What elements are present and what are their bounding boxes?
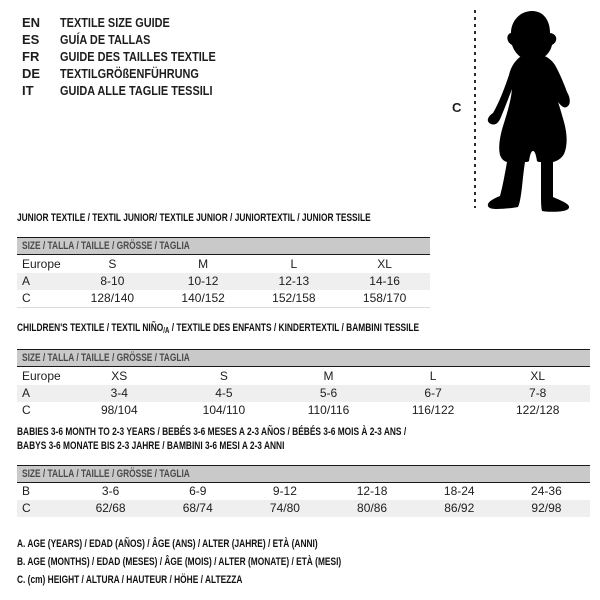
column-header: XL: [377, 257, 392, 271]
language-code: EN: [22, 15, 41, 30]
cell: 18-24: [443, 484, 475, 498]
babies-table-title: BABIES 3-6 MONTH TO 2-3 YEARS / BEBÉS 3-6 MESES A 2-3 AÑOS / BÉBÉS 3-6 MOIS À 2-3 ANS / BABYS 3-6 MONATE BIS 2-3 JAHRE / BAMBINI 3-6 MESI A 2-3 ANNI: [17, 426, 407, 452]
table-row-c: [17, 500, 590, 517]
cell: 128/140: [90, 291, 135, 305]
height-measure-figure: [440, 0, 600, 215]
row-label: B: [22, 484, 31, 498]
language-row-it: [22, 82, 245, 99]
cell: 12-18: [356, 484, 388, 498]
junior-table-title: JUNIOR TEXTILE / TEXTIL JUNIOR/ TEXTILE JUNIOR / JUNIORTEXTIL / JUNIOR TESSILE: [17, 212, 371, 224]
cell: 4-5: [215, 386, 233, 400]
toddler-silhouette-icon: [483, 5, 593, 212]
cell: 104/110: [202, 403, 246, 417]
region-label: Europe: [22, 369, 61, 383]
size-header-bar: SIZE / TALLA / TAILLE / GRÖSSE / TAGLIA: [17, 350, 590, 367]
size-header-bar: SIZE / TALLA / TAILLE / GRÖSSE / TAGLIA: [17, 238, 430, 255]
row-label: A: [22, 386, 31, 400]
cell: 158/170: [362, 291, 407, 305]
cell: 68/74: [182, 501, 213, 515]
table-row-c: [17, 402, 590, 419]
language-label: TEXTILE SIZE GUIDE: [60, 15, 170, 30]
legend-line-a: A. AGE (YEARS) / EDAD (AÑOS) / ÂGE (ANS) / ALTER (JAHRE) / ETÀ (ANNI): [17, 538, 318, 550]
row-label: C: [22, 501, 31, 515]
language-code: IT: [22, 83, 34, 98]
cell: 3-6: [101, 484, 120, 498]
section-childrens-textile: [17, 322, 590, 419]
cell: 140/152: [181, 291, 225, 305]
language-code: FR: [22, 49, 40, 64]
column-header: M: [323, 369, 334, 383]
cell: 10-12: [187, 274, 219, 288]
language-row-de: [22, 65, 245, 82]
legend-line-b: B. AGE (MONTHS) / EDAD (MESES) / ÂGE (MOIS) / ALTER (MONATE) / ETÀ (MESI): [17, 556, 342, 568]
cell: 24-36: [531, 484, 562, 498]
cell: 110/116: [307, 403, 350, 417]
column-header: L: [290, 257, 298, 271]
language-label: TEXTILGRÖßENFÜHRUNG: [60, 66, 199, 81]
table-row-a: [17, 273, 430, 290]
language-code: ES: [22, 32, 40, 47]
children-table-title: CHILDREN'S TEXTILE / TEXTIL NIÑO/A / TEXTILE DES ENFANTS / KINDERTEXTIL / BAMBINI TESSILE: [17, 322, 420, 335]
height-dashed-line: [474, 10, 476, 208]
cell: 14-16: [369, 274, 400, 288]
cell: 116/122: [411, 403, 455, 417]
junior-size-table: [17, 237, 430, 308]
language-row-es: [22, 31, 245, 48]
column-header: S: [219, 369, 228, 383]
cell: 6-9: [189, 484, 207, 498]
row-label: C: [22, 403, 31, 417]
cell: 74/80: [269, 501, 300, 515]
language-label: GUIDE DES TAILLES TEXTILE: [60, 49, 216, 64]
cell: 9-12: [272, 484, 297, 498]
cell: 6-7: [424, 386, 442, 400]
column-header: M: [198, 257, 209, 271]
children-size-table: [17, 349, 590, 419]
cell: 86/92: [444, 501, 475, 515]
column-header: L: [429, 369, 437, 383]
language-row-fr: [22, 48, 245, 65]
subscript-a: /A: [163, 326, 170, 335]
language-list: [22, 14, 245, 99]
table-row-b: [17, 483, 590, 500]
cell: 122/128: [515, 403, 560, 417]
language-label: GUIDA ALLE TAGLIE TESSILI: [60, 83, 213, 98]
cell: 5-6: [319, 386, 338, 400]
cell: 8-10: [100, 274, 125, 288]
babies-size-table: [17, 465, 590, 517]
section-babies-textile: [17, 425, 590, 517]
table-row-a: [17, 385, 590, 402]
height-label-c: C: [452, 100, 462, 115]
language-code: DE: [22, 66, 41, 81]
language-label: GUÍA DE TALLAS: [60, 32, 151, 47]
legend-line-c: C. (cm) HEIGHT / ALTURA / HAUTEUR / HÖHE / ALTEZZA: [17, 574, 243, 586]
cell: 92/98: [531, 501, 562, 515]
cell: 12-13: [278, 274, 310, 288]
column-header: XL: [530, 369, 546, 383]
cell: 7-8: [529, 386, 547, 400]
column-header-row: [17, 255, 430, 273]
column-header: XS: [111, 369, 128, 383]
column-header: S: [108, 257, 117, 271]
size-header-bar: SIZE / TALLA / TAILLE / GRÖSSE / TAGLIA: [17, 466, 590, 483]
legend: [17, 535, 444, 589]
language-row-en: [22, 14, 245, 31]
section-junior-textile: [17, 212, 430, 308]
region-label: Europe: [22, 257, 61, 271]
cell: 3-4: [110, 386, 128, 400]
column-header-row: [17, 367, 590, 385]
table-row-c: [17, 290, 430, 307]
row-label: C: [22, 291, 31, 305]
cell: 98/104: [100, 403, 138, 417]
cell: 152/158: [272, 291, 316, 305]
row-label: A: [22, 274, 31, 288]
cell: 80/86: [357, 501, 388, 515]
cell: 62/68: [95, 501, 126, 515]
